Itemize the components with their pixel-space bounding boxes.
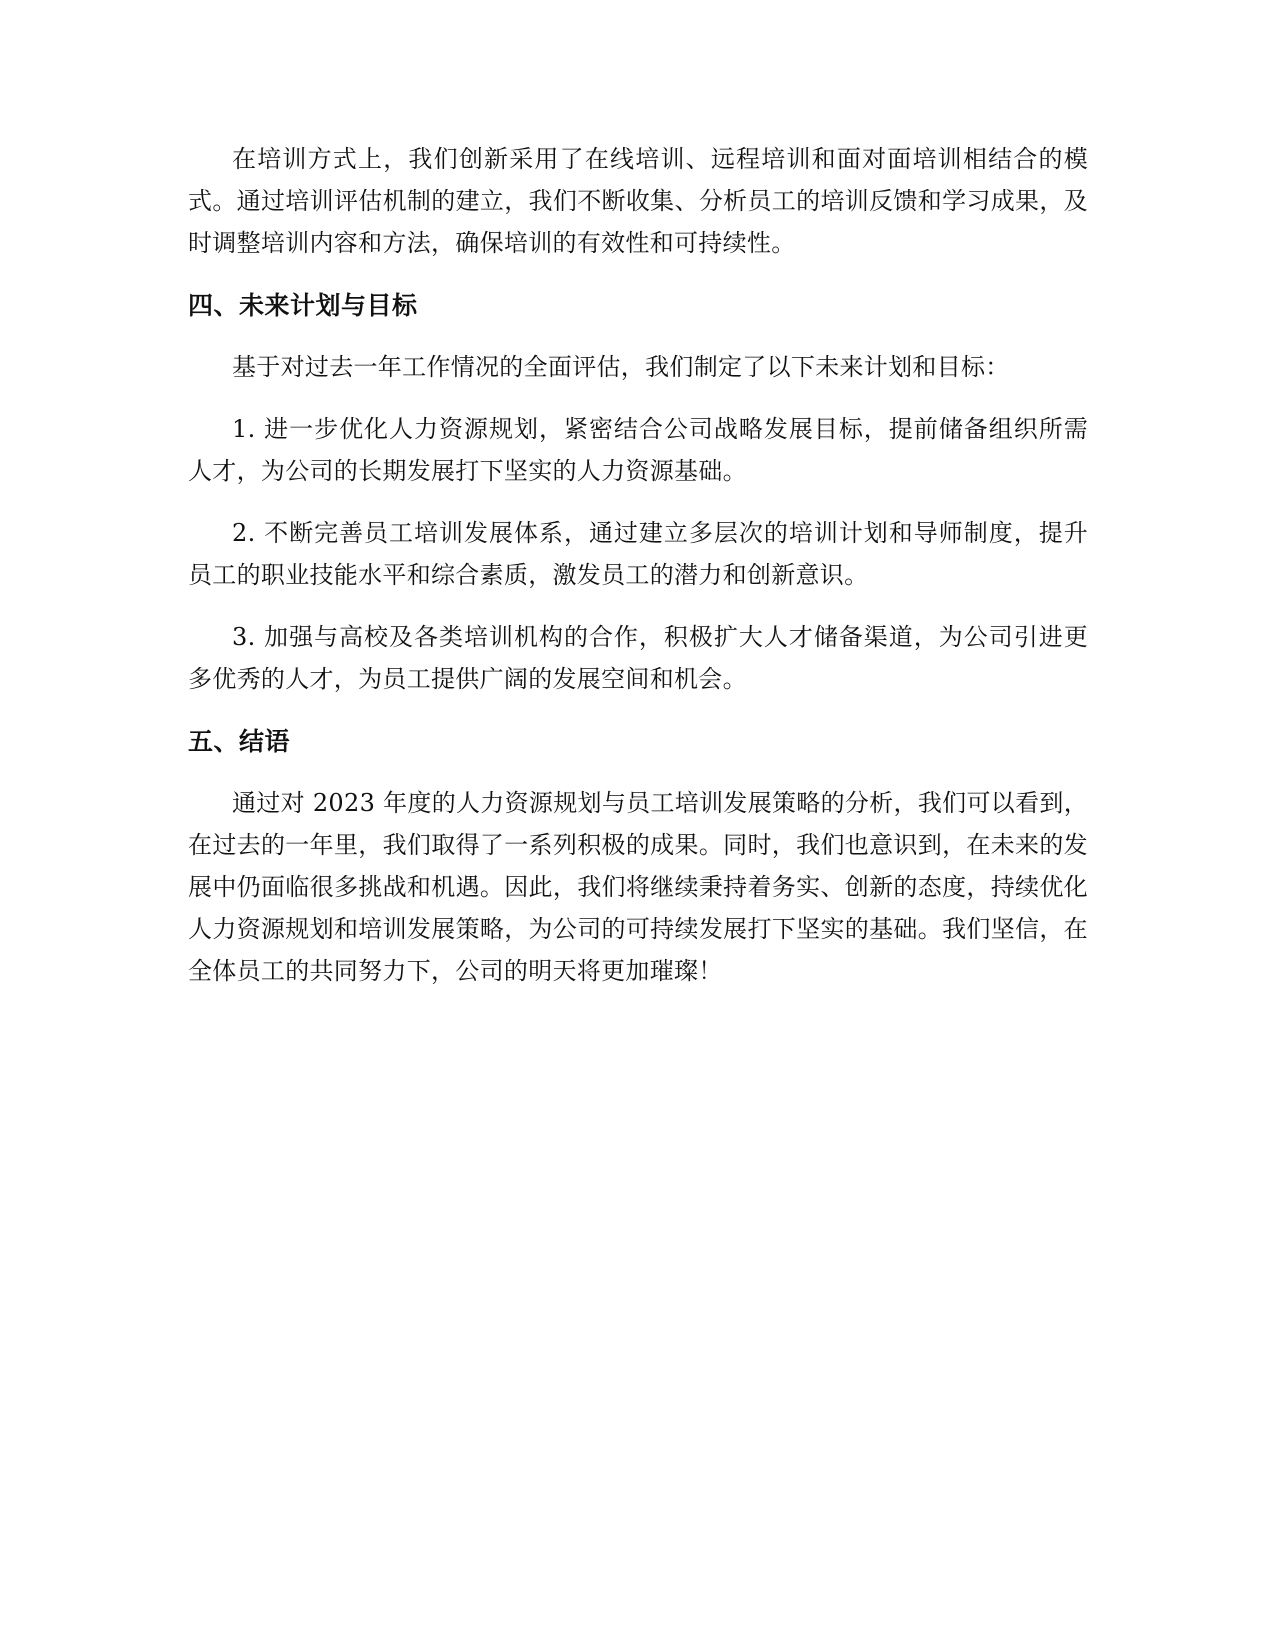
training-method-paragraph: 在培训方式上，我们创新采用了在线培训、远程培训和面对面培训相结合的模式。通过培训评估机制的建立，我们不断收集、分析员工的培训反馈和学习成果，及时调整培训内容和方法，确保培训的有效性和可持续性。: [188, 145, 1088, 257]
document-body: [188, 138, 1088, 1012]
section-heading-future-plans: 四、未来计划与目标: [188, 291, 418, 320]
plan-item-2: 2. 不断完善员工培训发展体系，通过建立多层次的培训计划和导师制度，提升员工的职业技能水平和综合素质，激发员工的潜力和创新意识。: [188, 519, 1088, 589]
plan-item-1: 1. 进一步优化人力资源规划，紧密结合公司战略发展目标，提前储备组织所需人才，为公司的长期发展打下坚实的人力资源基础。: [188, 415, 1088, 485]
future-plans-lead-paragraph: 基于对过去一年工作情况的全面评估，我们制定了以下未来计划和目标：: [232, 353, 1010, 381]
plan-item-3: 3. 加强与高校及各类培训机构的合作，积极扩大人才储备渠道，为公司引进更多优秀的人才，为员工提供广阔的发展空间和机会。: [188, 623, 1088, 693]
section-heading-conclusion: 五、结语: [188, 727, 291, 756]
conclusion-paragraph: 通过对 2023 年度的人力资源规划与员工培训发展策略的分析，我们可以看到，在过去的一年里，我们取得了一系列积极的成果。同时，我们也意识到，在未来的发展中仍面临很多挑战和机遇。因此，我们将继续秉持着务实、创新的态度，持续优化人力资源规划和培训发展策略，为公司的可持续发展打下坚实的基础。我们坚信，在全体员工的共同努力下，公司的明天将更加璀璨！: [188, 789, 1088, 985]
